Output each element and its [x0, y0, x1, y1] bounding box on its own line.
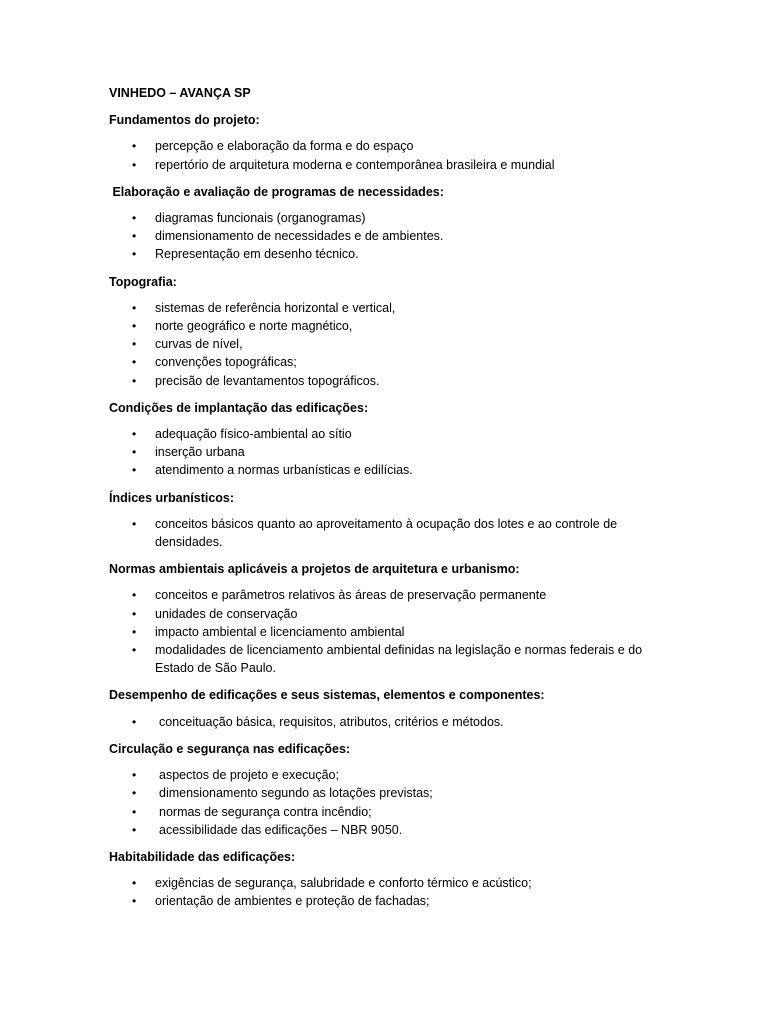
section-heading: Habitabilidade das edificações: [109, 849, 296, 864]
section [109, 111, 654, 174]
list-item [109, 137, 654, 155]
document-sections [109, 111, 654, 910]
list-item [109, 299, 654, 317]
bullet-icon: • [132, 211, 137, 226]
list-item-text: conceitos e parâmetros relativos às áreas de preservação permanente [155, 588, 547, 603]
bullet-icon: • [132, 822, 137, 837]
list-item-text: aspectos de projeto e execução; [159, 768, 339, 783]
bullet-list [109, 874, 654, 910]
bullet-icon: • [132, 588, 137, 603]
section-heading: Condições de implantação das edificações: [109, 400, 369, 415]
document-page [109, 84, 654, 920]
bullet-icon: • [132, 337, 137, 352]
list-item-text: orientação de ambientes e proteção de fachadas; [155, 894, 430, 909]
section-heading: Circulação e segurança nas edificações: [109, 741, 351, 756]
bullet-icon: • [132, 247, 137, 262]
list-item [109, 821, 654, 839]
list-item [109, 515, 654, 551]
list-item [109, 623, 654, 641]
list-item-text: impacto ambiental e licenciamento ambiental [155, 624, 405, 639]
bullet-list [109, 713, 654, 731]
section-heading: Topografia: [109, 274, 177, 289]
bullet-list [109, 766, 654, 839]
bullet-icon: • [132, 463, 137, 478]
bullet-icon: • [132, 427, 137, 442]
bullet-icon: • [132, 373, 137, 388]
section [109, 183, 654, 264]
bullet-icon: • [132, 606, 137, 621]
list-item-text: sistemas de referência horizontal e vertical, [155, 300, 396, 315]
list-item-text: adequação físico-ambiental ao sítio [155, 427, 352, 442]
list-item [109, 335, 654, 353]
bullet-list [109, 137, 654, 173]
document-title: VINHEDO – AVANÇA SP [109, 86, 251, 100]
bullet-icon: • [132, 319, 137, 334]
list-item-text: diagramas funcionais (organogramas) [155, 211, 366, 226]
section [109, 489, 654, 552]
list-item [109, 156, 654, 174]
list-item [109, 425, 654, 443]
list-item-text: Representação em desenho técnico. [155, 247, 359, 262]
bullet-icon: • [132, 139, 137, 154]
list-item-text: exigências de segurança, salubridade e conforto térmico e acústico; [155, 876, 532, 891]
list-item [109, 803, 654, 821]
list-item [109, 713, 654, 731]
list-item-text: inserção urbana [155, 445, 245, 460]
bullet-list [109, 425, 654, 480]
bullet-list [109, 209, 654, 264]
list-item-text: normas de segurança contra incêndio; [159, 804, 372, 819]
list-item-text: conceitos básicos quanto ao aproveitamento à ocupação dos lotes e ao controle de densidades. [155, 516, 618, 550]
bullet-icon: • [132, 445, 137, 460]
section [109, 740, 654, 839]
bullet-icon: • [132, 876, 137, 891]
section [109, 560, 654, 677]
bullet-icon: • [132, 786, 137, 801]
bullet-icon: • [132, 894, 137, 909]
list-item-text: dimensionamento segundo as lotações previstas; [159, 786, 433, 801]
list-item [109, 766, 654, 784]
list-item [109, 209, 654, 227]
section-heading: Fundamentos do projeto: [109, 113, 260, 128]
list-item [109, 641, 654, 677]
list-item [109, 605, 654, 623]
section-heading: Normas ambientais aplicáveis a projetos de arquitetura e urbanismo: [109, 562, 520, 577]
bullet-list [109, 299, 654, 390]
list-item-text: unidades de conservação [155, 606, 298, 621]
bullet-icon: • [132, 355, 137, 370]
list-item [109, 874, 654, 892]
section [109, 273, 654, 390]
bullet-icon: • [132, 714, 137, 729]
section-heading: Elaboração e avaliação de programas de necessidades: [109, 184, 444, 199]
section [109, 848, 654, 911]
bullet-icon: • [132, 229, 137, 244]
list-item-text: dimensionamento de necessidades e de ambientes. [155, 229, 444, 244]
section-heading: Índices urbanísticos: [109, 490, 235, 505]
list-item-text: percepção e elaboração da forma e do espaço [155, 139, 414, 154]
list-item [109, 784, 654, 802]
list-item [109, 372, 654, 390]
list-item-text: curvas de nível, [155, 337, 243, 352]
list-item [109, 461, 654, 479]
section-heading: Desempenho de edificações e seus sistemas, elementos e componentes: [109, 688, 545, 703]
list-item [109, 443, 654, 461]
bullet-icon: • [132, 768, 137, 783]
list-item-text: modalidades de licenciamento ambiental definidas na legislação e normas federais e do Estado de São Paulo. [155, 643, 643, 676]
bullet-icon: • [132, 300, 137, 315]
list-item [109, 227, 654, 245]
list-item-text: acessibilidade das edificações – NBR 9050. [159, 822, 403, 837]
bullet-icon: • [132, 804, 137, 819]
list-item [109, 317, 654, 335]
bullet-icon: • [132, 516, 137, 531]
bullet-icon: • [132, 643, 137, 658]
list-item-text: atendimento a normas urbanísticas e edilícias. [155, 463, 413, 478]
list-item-text: conceituação básica, requisitos, atributos, critérios e métodos. [159, 714, 504, 729]
bullet-icon: • [132, 624, 137, 639]
list-item-text: repertório de arquitetura moderna e contemporânea brasileira e mundial [155, 157, 555, 172]
bullet-list [109, 515, 654, 551]
list-item [109, 245, 654, 263]
bullet-list [109, 586, 654, 677]
list-item-text: precisão de levantamentos topográficos. [155, 373, 380, 388]
list-item [109, 892, 654, 910]
list-item-text: convenções topográficas; [155, 355, 297, 370]
bullet-icon: • [132, 157, 137, 172]
list-item-text: norte geográfico e norte magnético, [155, 319, 353, 334]
section [109, 686, 654, 730]
list-item [109, 586, 654, 604]
list-item [109, 353, 654, 371]
section [109, 399, 654, 480]
